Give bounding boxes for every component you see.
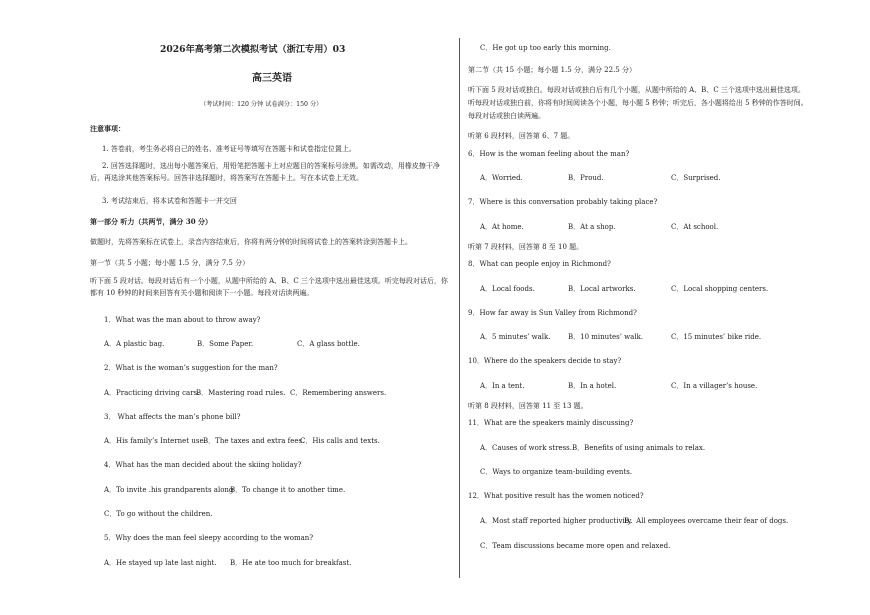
- section-intro-line: 每段对话或独白读两遍。: [468, 112, 545, 120]
- question-text: 7．Where is this conversation probably taking place?: [468, 198, 658, 206]
- option: A．Local foods.: [480, 285, 535, 293]
- material-label: 听第 8 段材料，回答第 11 至 13 题。: [468, 402, 588, 410]
- option: B．Mastering road rules.: [196, 389, 286, 397]
- question-text: 2．What is the woman’s suggestion for the man?: [104, 364, 278, 372]
- option: B．All employees overcame their fear of dogs.: [624, 517, 789, 525]
- exam-meta: （考试时间：120 分钟 试卷满分：150 分）: [200, 101, 323, 108]
- option: C．Team discussions became more open and relaxed.: [480, 542, 671, 550]
- option: B．Some Paper.: [197, 340, 254, 348]
- option: B．Benefits of using animals to relax.: [572, 444, 706, 452]
- option: B．The taxes and extra fees.: [203, 437, 305, 445]
- section-intro-line: 听下面 5 段对话或独白。每段对话或独白后有几个小题，从题中所给的 A、B、C 三个选项中选出最佳选项。: [468, 86, 805, 94]
- option: C．Ways to organize team-building events.: [480, 468, 633, 476]
- option: A．In a tent.: [480, 382, 525, 390]
- option: B．10 minutes’ walk.: [568, 333, 644, 341]
- exam-title: 2026年高考第二次模拟考试（浙江专用）03: [160, 44, 346, 55]
- option: B．He ate too much for breakfast.: [230, 559, 352, 567]
- question-text: 11．What are the speakers mainly discussing?: [468, 419, 634, 427]
- option: A．His family’s Internet use.: [104, 437, 206, 445]
- option: B．To change it to another time.: [230, 486, 346, 494]
- question-text: 9．How far away is Sun Valley from Richmond?: [468, 309, 637, 317]
- part-heading: 第一部分 听力（共两节，满分 30 分）: [90, 217, 213, 226]
- material-label: 听第 7 段材料，回答第 8 至 10 题。: [468, 243, 584, 251]
- option: C．In a villager’s house.: [671, 382, 758, 390]
- option: C．A glass bottle.: [297, 340, 360, 348]
- option: A．He stayed up late last night.: [104, 559, 217, 567]
- note-item: 3. 考试结束后，将本试卷和答题卡一并交回: [102, 197, 237, 205]
- option: C．His calls and texts.: [300, 437, 380, 445]
- section-heading: 第一节（共 5 小题；每小题 1.5 分，满分 7.5 分）: [90, 259, 250, 267]
- option: C．At school.: [671, 223, 719, 231]
- option: C．Local shopping centers.: [671, 285, 769, 293]
- question-text: 4．What has the man decided about the skiing holiday?: [104, 461, 302, 469]
- question-text: 5．Why does the man feel sleepy according to the woman?: [104, 534, 314, 542]
- option: A．At home.: [480, 223, 524, 231]
- option: B．Local artworks.: [568, 285, 636, 293]
- option: B．In a hotel.: [568, 382, 617, 390]
- part-intro: 做题时，先将答案标在试卷上，录音内容结束后，你将有两分钟的时间将试卷上的答案转涂到答题卡上。: [90, 238, 412, 246]
- notes-heading: 注意事项：: [90, 124, 125, 133]
- note-item: 1. 答卷前，考生务必将自己的姓名、准考证号等填写在答题卡和试卷指定位置上。: [102, 145, 356, 153]
- option: A．Practicing driving cars.: [104, 389, 200, 397]
- section-heading: 第二节（共 15 小题；每小题 1.5 分，满分 22.5 分）: [468, 66, 636, 74]
- option: B．At a shop.: [568, 223, 616, 231]
- option: A．5 minutes’ walk.: [480, 333, 551, 341]
- question-text: 8．What can people enjoy in Richmond?: [468, 260, 611, 268]
- option: A．Causes of work stress.: [480, 444, 572, 452]
- left-column: [90, 0, 448, 615]
- option: A．A plastic bag.: [104, 340, 165, 348]
- option: A．Most staff reported higher productivity.: [480, 517, 633, 525]
- section-intro: 听下面 5 段对话。每段对话后有一个小题，从题中所给的 A、B、C 三个选项中选出最佳选项。听完每段对话后，你都有 10 秒钟的时间来回答有关小题和阅读下一小题。每段对话读两遍。: [90, 277, 448, 297]
- question-text: 6．How is the woman feeling about the man?: [468, 150, 630, 158]
- option: B．Proud.: [568, 174, 604, 182]
- right-column: [468, 0, 838, 615]
- option: C．15 minutes’ bike ride.: [671, 333, 762, 341]
- question-text: 3． What affects the man’s phone bill?: [104, 413, 241, 421]
- question-text: 12．What positive result has the women noticed?: [468, 492, 644, 500]
- question-text: 1．What was the man about to throw away?: [104, 316, 261, 324]
- option: A．To invite .his grandparents along: [104, 486, 234, 494]
- option: C．Remembering answers.: [290, 389, 387, 397]
- option: C．To go without the children.: [104, 510, 213, 518]
- note-item: 2. 回答选择题时，选出每小题答案后，用铅笔把答题卡上对应题目的答案标号涂黑。如需改动，用橡皮擦干净后，再选涂其他答案标号。回答非选择题时，将答案写在答题卡上。写在本试卷上无效。: [90, 162, 440, 182]
- option: C．He got up too early this morning.: [480, 44, 611, 52]
- exam-subtitle: 高三英语: [252, 73, 292, 84]
- section-intro-line: 听每段对话或独白前，你将有时间阅读各个小题，每小题 5 秒钟；听完后，各小题将给出 5 秒钟的作答时间。: [468, 99, 808, 107]
- question-text: 10．Where do the speakers decide to stay?: [468, 357, 622, 365]
- option: C．Surprised.: [671, 174, 721, 182]
- column-divider: [459, 38, 460, 578]
- option: A．Worried.: [480, 174, 523, 182]
- material-label: 听第 6 段材料，回答第 6、7 题。: [468, 132, 575, 140]
